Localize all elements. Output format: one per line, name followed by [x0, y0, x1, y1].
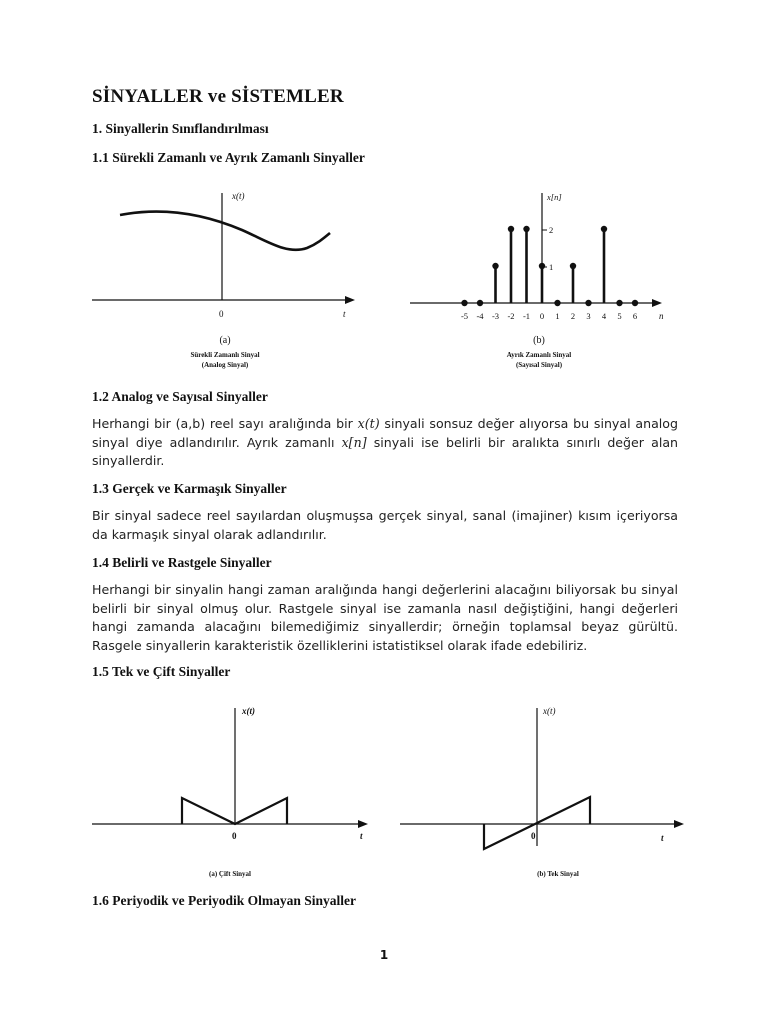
- paragraph-real-complex: Bir sinyal sadece reel sayılardan oluşmuşsa gerçek sinyal, sanal (imajiner) kısım içeriyorsa da karmaşık sinyal olarak adlandırılır.: [92, 508, 678, 542]
- page-number: 1: [379, 948, 389, 962]
- y-axis-label: x(t): [543, 706, 556, 716]
- stem-point: [616, 300, 622, 306]
- stem-point: [632, 300, 638, 306]
- y-tick-label-1: 1: [549, 262, 554, 272]
- math-xt: x(t): [357, 416, 380, 431]
- y-axis-label: x(t): [242, 706, 255, 716]
- stem-point: [461, 300, 467, 306]
- y-tick-label-2: 2: [549, 225, 554, 235]
- origin-label: 0: [232, 831, 237, 841]
- stem-point: [523, 226, 529, 232]
- page-title: SİNYALLER ve SİSTEMLER: [92, 86, 344, 107]
- stem-point: [601, 226, 607, 232]
- stem-point: [539, 263, 545, 269]
- subfigure-label: (a): [219, 335, 231, 346]
- origin-label: 0: [219, 309, 224, 319]
- odd-signal-figure: [400, 700, 685, 885]
- stem-point: [585, 300, 591, 306]
- analog-signal-curve: [120, 211, 330, 249]
- x-axis-label: t: [661, 833, 664, 843]
- heading-1-1: 1.1 Sürekli Zamanlı ve Ayrık Zamanlı Sinyaller: [92, 150, 365, 165]
- n-tick-label: 1: [555, 311, 560, 321]
- n-tick-label: 0: [539, 311, 545, 321]
- stem-point: [508, 226, 514, 232]
- figure-caption: (a) Çift Sinyal: [209, 870, 251, 878]
- math-xn: x[n]: [341, 434, 367, 450]
- heading-1-6: 1.6 Periyodik ve Periyodik Olmayan Sinyaller: [92, 893, 356, 908]
- n-tick-labels: [461, 311, 637, 321]
- text-part: sinyali sonsuz değer alıyorsa bu sinyal analog sinyal diye adlandırılır. Ayrık zamanlı: [92, 416, 678, 450]
- stem-point: [570, 263, 576, 269]
- analog-signal-figure: [92, 185, 362, 375]
- x-axis-arrow-icon: [674, 820, 684, 828]
- heading-1-4: 1.4 Belirli ve Rastgele Sinyaller: [92, 555, 272, 570]
- figure-caption-sub: (Sayısal Sinyal): [515, 361, 563, 369]
- paragraph-deterministic-random: Herhangi bir sinyalin hangi zaman aralığında hangi değerlerini alacağını biliyorsak bu sinyal belirli bir sinyal olmuş olur. Rastgele sinyal ise zamanla nasıl değiştiğini, hangi değerleri hangi zamanda alacağını bilemediğimiz sinyallerdir; örneğin toplamsal beyaz gürültü. Rasgele sinyallerin karakteristik özelliklerini istatistiksel olarak ifade edebiliriz.: [92, 582, 678, 653]
- stem-point: [477, 300, 483, 306]
- x-axis-label: t: [360, 831, 363, 841]
- y-axis-label: x[n]: [547, 192, 562, 202]
- figure-caption: Ayrık Zamanlı Sinyal: [506, 351, 572, 359]
- n-tick-label: -1: [522, 311, 531, 321]
- subfigure-label: (b): [533, 335, 545, 346]
- n-tick-label: 5: [617, 311, 622, 321]
- text-part: Herhangi bir (a,b) reel sayı aralığında bir: [92, 416, 358, 431]
- n-tick-label: -5: [460, 311, 469, 321]
- n-tick-label: 4: [601, 311, 607, 321]
- n-tick-label: 2: [570, 311, 576, 321]
- n-tick-label: 3: [586, 311, 591, 321]
- stem-point: [554, 300, 560, 306]
- n-tick-label: -4: [476, 311, 484, 321]
- heading-1-3: 1.3 Gerçek ve Karmaşık Sinyaller: [92, 481, 287, 496]
- n-tick-label: -3: [491, 311, 500, 321]
- heading-1-5: 1.5 Tek ve Çift Sinyaller: [92, 664, 231, 679]
- n-tick-label: 6: [632, 311, 638, 321]
- paragraph-analog-digital: [92, 415, 678, 471]
- even-signal-figure: [92, 700, 382, 885]
- origin-label: 0: [531, 831, 536, 841]
- discrete-signal-figure: [405, 185, 680, 375]
- figure-caption-sub: (Analog Sinyal): [201, 361, 249, 369]
- figure-caption: (b) Tek Sinyal: [537, 870, 579, 878]
- figure-caption: Sürekli Zamanlı Sinyal: [190, 351, 260, 359]
- x-axis-label: t: [343, 309, 346, 319]
- x-axis-arrow-icon: [345, 296, 355, 304]
- n-tick-label: -2: [507, 311, 515, 321]
- x-axis-label: n: [659, 311, 664, 321]
- heading-1-2: 1.2 Analog ve Sayısal Sinyaller: [92, 389, 268, 404]
- x-axis-arrow-icon: [652, 299, 662, 307]
- x-axis-arrow-icon: [358, 820, 368, 828]
- section-heading-1: 1. Sinyallerin Sınıflandırılması: [92, 121, 269, 136]
- y-axis-label: x(t): [232, 191, 245, 201]
- stem-point: [492, 263, 498, 269]
- text-part: sinyali ise belirli bir aralıkta sınırlı değer alan sinyallerdir.: [92, 434, 679, 468]
